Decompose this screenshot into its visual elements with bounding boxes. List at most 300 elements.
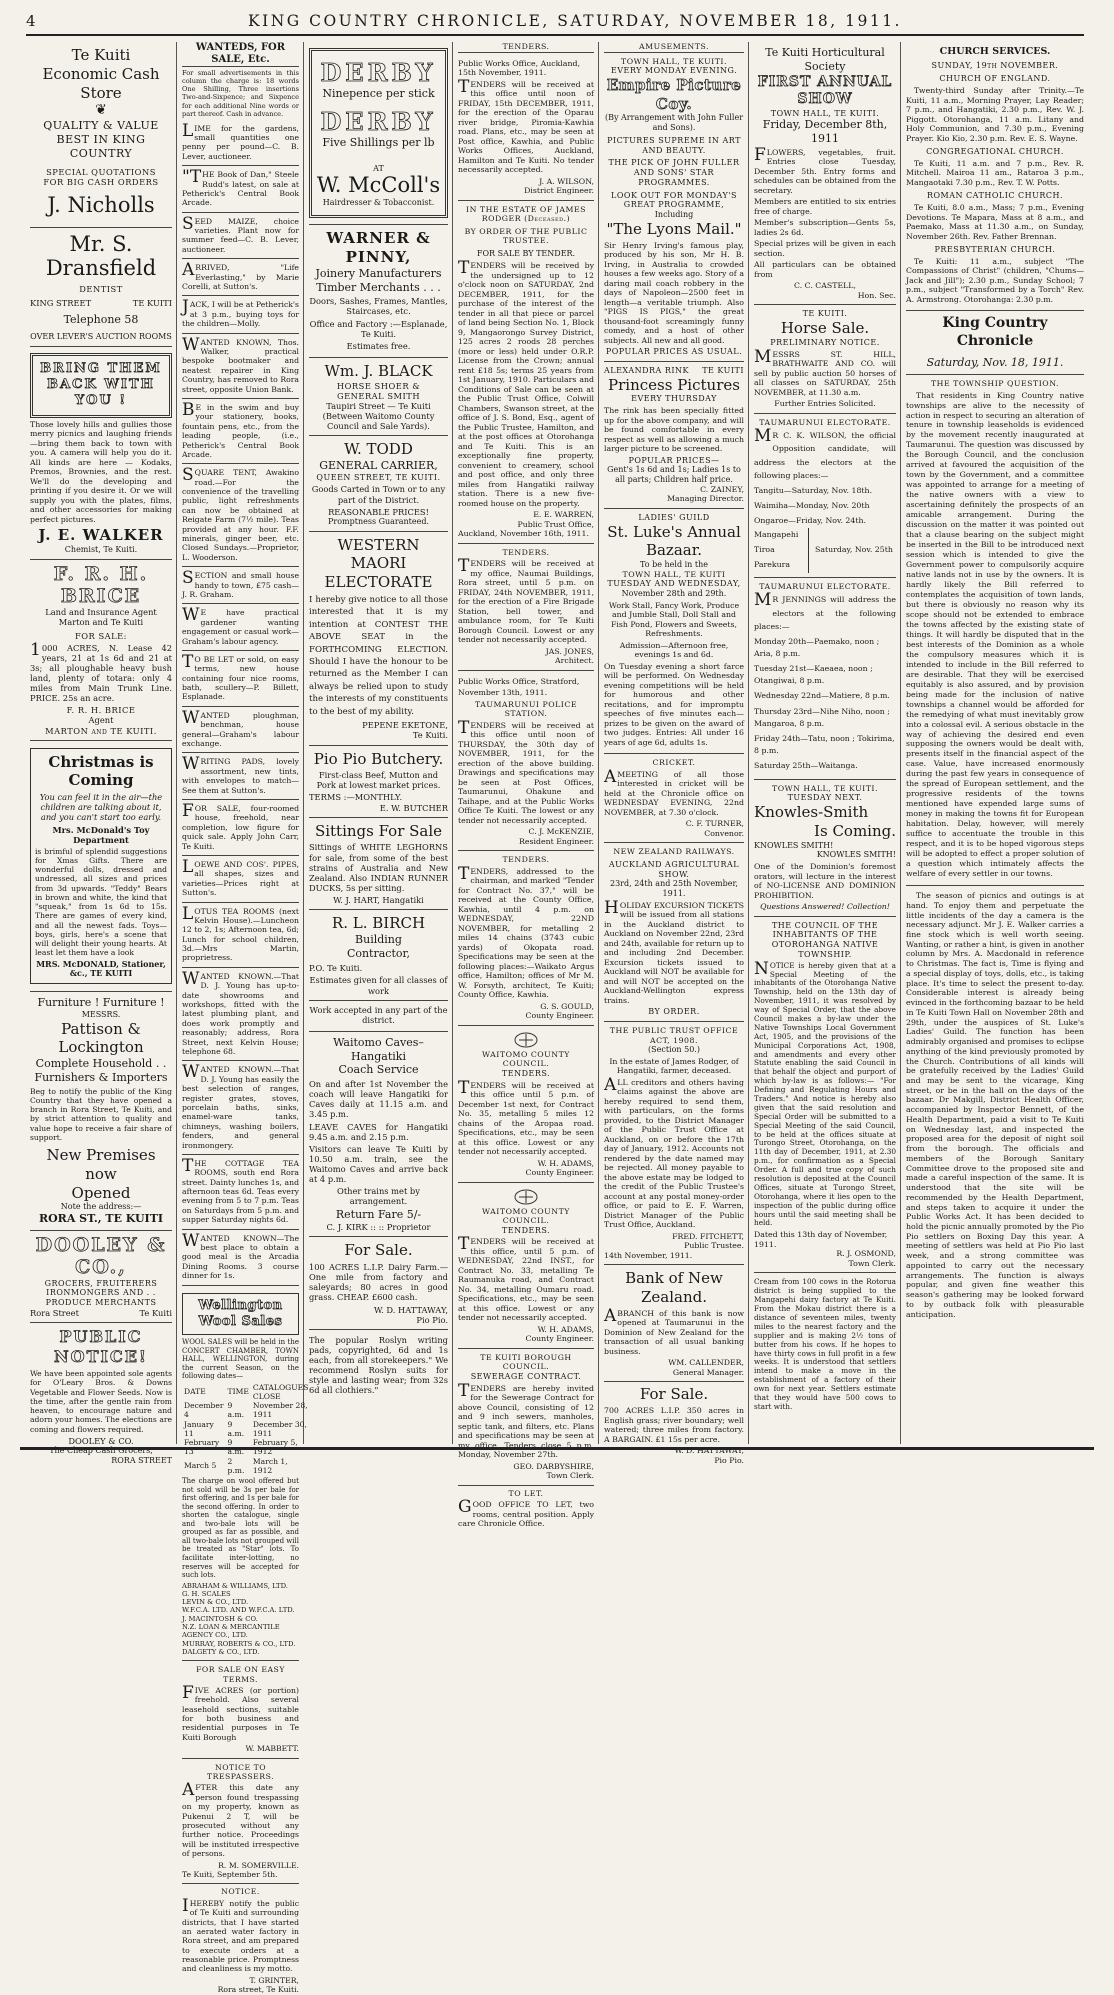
coach-body: Other trains met by arrangement. xyxy=(337,1186,420,1207)
column-rule xyxy=(598,42,599,1444)
princess-signature: Managing Director. xyxy=(667,494,744,504)
bazaar-days: TUESDAY AND WEDNESDAY, xyxy=(607,579,741,589)
mccoll-subtitle: Hairdresser & Tobacconist. xyxy=(322,197,435,207)
hort-show: FIRST ANNUAL SHOW xyxy=(757,73,893,107)
electorate-row: Saturday 25th—Waitanga. xyxy=(754,760,858,770)
estate-date: Auckland, November 16th, 1911. xyxy=(458,529,589,539)
tender-signature: County Engineer. xyxy=(525,1168,594,1177)
table-row xyxy=(182,1420,310,1439)
classified-ad: THE COTTAGE TEA ROOMS, south end Rora street. Dainty lunches 1s, and afternoon teas 6d. Teas every evening from 5 to 7 p.m. Teas on Saturdays from 5 p.m. and supper Saturday nights 6d. xyxy=(182,1155,299,1230)
black-street: Taupiri Street — Te Kuiti xyxy=(326,400,431,411)
sewerage-tender xyxy=(458,1349,594,1486)
dooley-town: Te Kuiti xyxy=(139,1307,172,1318)
princess-town: TE KUITI xyxy=(702,365,744,375)
estate-signature: Public Trust Office, xyxy=(517,519,594,529)
pattison-messrs: MESSRS. xyxy=(81,1009,121,1019)
knowles-repeat: KNOWLES SMITH! xyxy=(816,850,896,860)
column-4 xyxy=(454,42,598,1528)
electorate-row: Thursday 23rd—Nihe Niho, noon ; Mangaroa, 8 p.m. xyxy=(754,706,890,728)
notice-signature: T. GRINTER, xyxy=(249,1975,299,1985)
premises-heading: Opened xyxy=(71,1183,131,1202)
crest-icon xyxy=(513,1032,539,1048)
electorate-group-date: Saturday, Nov. 25th xyxy=(815,545,893,555)
dentist-town: TE KUITI xyxy=(132,298,172,309)
tender-police xyxy=(458,671,594,852)
table-row xyxy=(182,1401,310,1420)
table-header: CATALOGUES CLOSE xyxy=(252,1382,309,1401)
walker-ad xyxy=(30,347,172,560)
table-cell: 9 a.m. xyxy=(227,1401,245,1420)
church-services xyxy=(906,42,1084,311)
tender-signature: Town Clerk. xyxy=(546,1471,594,1480)
bazaar-ad xyxy=(604,509,744,755)
editorial-masthead xyxy=(906,311,1084,375)
column-rule xyxy=(176,42,177,1444)
princess-prices: Gent's 1s 6d and 1s; Ladies 1s to all parts; Children half price. xyxy=(607,465,741,484)
knowles-questions: Questions Answered! Collection! xyxy=(760,902,890,912)
horse-sale-body: MESSRS ST. HILL, BRATHWAITE AND CO. will sell by public auction 50 horses of all classes on SATURDAY, 25th NOVEMBER, at 11.30 a.m. xyxy=(754,346,896,397)
estate-subheading: FOR SALE BY TENDER. xyxy=(476,248,576,258)
brice-agent: Agent xyxy=(88,715,114,726)
table-row xyxy=(182,1457,310,1476)
premises-note: Note the address:— xyxy=(60,1202,142,1212)
easy-terms-heading: FOR SALE ON EASY TERMS. xyxy=(196,1665,285,1684)
table-cell: March 1, 1912 xyxy=(252,1456,288,1475)
cash-store-line: SPECIAL QUOTATIONS xyxy=(46,166,156,177)
knowles-repeat: KNOWLES SMITH! xyxy=(754,840,834,850)
editorial-paper-title: King Country Chronicle xyxy=(942,315,1048,349)
hort-signature: C. C. CASTELL, xyxy=(794,281,856,291)
mccoll-name: W. McColl's xyxy=(316,173,441,198)
tender-header: Public Works Office, Auckland, 15th November, 1911. xyxy=(458,58,580,77)
hort-body: Members are entitled to six entries free of charge. xyxy=(754,197,896,216)
for-sale-signature: W. D. HATTAWAY, xyxy=(374,1304,448,1315)
public-notice-body: We have been appointed sole agents for O'Leary Bros. & Downs Vegetable and Flower Seeds. Now is the time, after the gentle rain from heaven, to encourage nature and adorn your homes. The elections are coming and flowers required. xyxy=(30,1369,172,1434)
maori-electorate-ad xyxy=(309,532,448,746)
horse-sale-entries: Further Entries Solicited. xyxy=(774,399,876,408)
electorate-row: Monday 20th—Paemako, noon ; Aria, 8 p.m. xyxy=(754,637,880,659)
waitomo-council-2 xyxy=(458,1183,594,1349)
cricket-ad xyxy=(604,754,744,843)
electorate-row: Ongaroe—Friday, Nov. 24th. xyxy=(754,515,866,525)
classified-ad: SECTION and small house handy to town, £75 cash—J. R. Graham. xyxy=(182,567,299,604)
column-7 xyxy=(902,42,1088,1444)
bazaar-body: Admission—Afternoon free, evenings 1s and 6d. xyxy=(619,640,729,660)
nicholls-name: J. Nicholls xyxy=(47,192,155,217)
bazaar-name: St. Luke's Annual xyxy=(607,522,741,541)
classified-ad: WE have practical gardener wanting engagement or casual work—Graham's labour agency. xyxy=(182,604,299,651)
column-3 xyxy=(305,42,452,1444)
horse-sale-ad xyxy=(754,305,896,413)
tender-oparau xyxy=(458,53,594,201)
todd-name: W. TODD xyxy=(344,440,413,459)
dentist-ad xyxy=(30,228,172,347)
wool-sales-table xyxy=(182,1383,310,1476)
sittings-heading: Sittings For Sale xyxy=(314,821,443,840)
dentist-telephone: Telephone 58 xyxy=(63,313,139,327)
princess-signature: C. ZAINEY, xyxy=(700,484,744,494)
piopio-name: Pio Pio Butchery. xyxy=(313,749,444,768)
classified-ad: FOR SALE, four-roomed house, freehold, near completion, low figure for quick sale. Apply John Carr, Te Kuiti. xyxy=(182,800,299,856)
bazaar-body: On Tuesday evening a short farce will be performed. On Wednesday evening competitions will be held for humorous and other recitations, and for impromptu speeches of five minutes each—prizes to be given on the award of two judges. Entries: All under 16 years of age 6d, adults 1s. xyxy=(604,661,744,747)
table-header: TIME xyxy=(227,1387,249,1397)
warner-ad xyxy=(309,225,448,358)
wool-agent: ABRAHAM & WILLIAMS, LTD. xyxy=(182,1581,288,1590)
ornament-icon: ❦ xyxy=(95,102,107,119)
column-rule xyxy=(900,42,901,1444)
premises-address: RORA ST., TE KUITI xyxy=(38,1212,164,1226)
notice-address: Rora street, Te Kuiti. xyxy=(217,1985,299,1995)
wool-agent: DALGETY & CO., LTD. xyxy=(182,1647,260,1656)
editorial-heading: THE TOWNSHIP QUESTION. xyxy=(930,379,1059,389)
piopio-terms: TERMS :—MONTHLY. xyxy=(309,792,403,803)
empire-including: Including xyxy=(654,210,694,219)
amusements-heading: AMUSEMENTS. xyxy=(604,42,744,53)
empire-tagline: LOOK OUT FOR MONDAY'S GREAT PROGRAMME, xyxy=(611,190,737,210)
hort-body: FLOWERS, vegetables, fruit. Entries close Tuesday, December 5th. Entry forms and schedules can be obtained from the secretary. xyxy=(754,144,896,195)
hort-date: Friday, December 8th, 1911 xyxy=(762,118,888,145)
church-text: Twenty-third Sunday after Trinity.—Te Kuiti, 11 a.m., Morning Prayer, Lay Reader; 7 p.m., and Hangatiki, 2.30 p.m., Rev. W. J. Piggott. Otorohanga, 11 a.m. Litany and Holy Communion, and 7.30 p.m., Evening Prayer. Kio Kio, 2.30 p.m. Rev. E. S. Wayne. xyxy=(906,86,1084,143)
electorate-row: Waimiha—Monday, Nov. 20th xyxy=(754,500,870,510)
column-5 xyxy=(600,42,748,1465)
classified-ad: WANTED ploughman, benchman, house general—Graham's labour exchange. xyxy=(182,707,299,754)
classified-ad: JACK, I will be at Petherick's at 3 p.m., buying toys for the children—Molly. xyxy=(182,296,299,333)
birch-name: R. L. BIRCH xyxy=(331,914,426,933)
christmas-department: Mrs. McDonald's Toy Department xyxy=(52,824,150,845)
hort-body: All particulars can be obtained from xyxy=(754,260,896,279)
hort-venue: TOWN HALL, TE KUITI. xyxy=(770,108,880,118)
tender-body: TENDERS will be received at my office, Naumai Buildings, Rora street, until 5 p.m. on FRIDAY, 24th NOVEMBER, 1911, for the erection of a Fire Brigade Station, bell tower, and ambulance room, for Te Kuiti Borough Council. Lowest or any tender not necessarily accepted. xyxy=(458,556,594,645)
masthead xyxy=(26,8,1084,36)
trespass-date: Te Kuiti, September 5th. xyxy=(182,1869,278,1879)
tender-contract-37 xyxy=(458,851,594,1026)
knowles-coming: Is Coming. xyxy=(814,821,896,840)
empire-name: Empire Picture Coy. xyxy=(606,75,742,113)
tender-signature: Architect. xyxy=(555,656,594,666)
hort-signature: Hon. Sec. xyxy=(857,290,896,300)
derby-price: Ninepence per stick xyxy=(322,86,435,100)
page-number: 4 xyxy=(26,12,36,30)
empire-schedule: EVERY MONDAY EVENING. xyxy=(610,66,738,75)
walker-heading: BRING THEM BACK WITH YOU ! xyxy=(40,360,162,409)
electorate-row: Tiroa xyxy=(754,545,775,555)
sittings-ad xyxy=(309,818,448,910)
notice-ad xyxy=(182,1884,299,1994)
sewerage-heading: SEWERAGE CONTRACT. xyxy=(470,1371,582,1381)
notice-heading: NOTICE. xyxy=(221,1887,260,1897)
public-trust-body: ALL creditors and others having claims against the above are hereby required to send them, with particulars, on the forms provided, to the District Manager of the Public Trust Office at Auckland, on or before the 17th day of January, 1912. Accounts not rendered by the date named may be rejected. All money payable to the above estate may be lodged to the credit of the Public Trustee's account at any postal money-order office, or paid to E. F. Warren, District Manager of the Public Trust Office, Auckland. xyxy=(604,1074,744,1230)
public-notice-signature: The Cheap Cash Grocers, xyxy=(49,1445,153,1455)
column-rule xyxy=(452,42,453,1444)
wool-agent: N.Z. LOAN & MERCANTILE AGENCY CO., LTD. xyxy=(182,1623,280,1640)
electorate-heading: TAUMARUNUI ELECTORATE. xyxy=(759,581,891,591)
bazaar-name: Bazaar. xyxy=(645,541,703,560)
trespass-heading: NOTICE TO TRESPASSERS. xyxy=(206,1762,275,1782)
coach-signature: C. J. KIRK :: :: Proprietor xyxy=(326,1222,431,1233)
brice-name: F. R. H. BRICE xyxy=(53,562,149,607)
railways-event: AUCKLAND AGRICULTURAL SHOW. xyxy=(608,859,740,879)
classified-ad: BE in the swim and buy your stationery, books, fountain pens, etc., from the leading people, (i.e., Petherick's Central Book Arcade. xyxy=(182,399,299,464)
tender-body: TENDERS, addressed to the chairman, and marked "Tender for Contract No. 37," will be received at the County Office, Kawhia, until 4 p.m. on WEDNESDAY, 22ND NOVEMBER, for metalling 2 miles 14 chains (3743 cubic yards) of Okopata road. Specifications may be seen at the following places:—Waikato Argus office, Hamilton; offices of Mr M. W. Forsyth, architect, Te Kuiti; County Office, Kawhia. xyxy=(458,863,594,1000)
editorial-date: Saturday, Nov. 18, 1911. xyxy=(926,356,1064,370)
for-sale-heading: For Sale. xyxy=(344,1241,413,1260)
table-cell: February 13 xyxy=(184,1438,220,1457)
hort-society: Society xyxy=(804,59,846,73)
bank-body: ABRANCH of this bank is now opened at Taumarunui in the Dominion of New Zealand for the transaction of all usual banking business. xyxy=(604,1305,744,1356)
public-trust-heading: THE PUBLIC TRUST OFFICE ACT, 1908. xyxy=(609,1026,739,1045)
tender-signature: W. H. ADAMS, xyxy=(537,1324,594,1334)
bank-signature: General Manager. xyxy=(672,1367,744,1377)
to-let-body: GOOD OFFICE TO LET, two rooms, central position. Apply care Chronicle Office. xyxy=(458,1497,594,1528)
dooley-ad xyxy=(30,1231,172,1323)
police-heading: TAUMARUNUI POLICE STATION. xyxy=(474,699,578,719)
tender-body: TENDERS will be received at this office until 5 p.m. of December 1st next, for Contract No. 35, metalling 5 miles 12 chains of the Aropaa road. Specifications, etc., may be seen at this office. Lowest or any tender not necessarily accepted. xyxy=(458,1077,594,1156)
to-let-heading: TO LET. xyxy=(508,1488,544,1498)
electorate-body: MR C. K. WILSON, the official Opposition candidate, will address the electors at the following places:— xyxy=(754,426,896,480)
classified-ad: ARRIVED, "Life Everlasting," by Marie Corelli, at Sutton's. xyxy=(182,259,299,296)
classified-ad: WRITING PADS, lovely assortment, new tints, with envelopes to match—See them at Sutton's. xyxy=(182,753,299,800)
cricket-body: AMEETING of all those interested in cricket will be held at the Chronicle office on WEDNESDAY EVENING, 22nd NOVEMBER, at 7.30 o'clock. xyxy=(604,766,744,817)
trespass-body: AFTER this date any person found trespassing on my property, known as Pukenui 2 T, will be prosecuted without any further notice. Proceedings will be instituted irrespective of persons. xyxy=(182,1780,299,1859)
knowles-day: TUESDAY NEXT. xyxy=(787,793,863,803)
railways-body: HOLIDAY EXCURSION TICKETS will be issued from all stations in the Auckland district to Auckland on November 22nd, 23rd and 24th, available for return up to and including 2nd December. Excursion tickets issued to Auckland will NOT be available for and will NOT be accepted on the Auckland-Wellington express trains. xyxy=(604,897,744,1005)
derby-at: AT xyxy=(373,163,384,173)
pattison-name: Pattison & Lockington xyxy=(58,1019,144,1057)
column-2 xyxy=(178,42,309,1995)
public-trust-ad xyxy=(604,1022,744,1265)
for-sale-heading: For Sale. xyxy=(639,1385,709,1404)
easy-terms-body: FIVE ACRES (or portion) freehold. Also several leasehold sections, suitable for both business and residential purposes in Te Kuiti Borough xyxy=(182,1682,299,1742)
table-cell: 9 a.m. xyxy=(227,1419,245,1438)
tenders-heading: TENDERS. xyxy=(502,855,550,865)
coach-fare: Return Fare 5/- xyxy=(335,1208,422,1222)
church-name: PRESBYTERIAN CHURCH. xyxy=(934,245,1056,255)
bottom-rule xyxy=(20,1447,1094,1451)
easy-terms-signature: W. MABBETT. xyxy=(245,1744,299,1754)
horticultural-ad xyxy=(754,42,896,305)
coach-body: On and after 1st November the coach will leave Hangatiki for Caves daily at 11.15 a.m. and 3.45 p.m. xyxy=(309,1079,448,1120)
tender-signature: G. S. GOULD, xyxy=(540,1001,594,1011)
piopio-ad xyxy=(309,746,448,818)
for-sale-location: Pio Pio. xyxy=(714,1455,744,1465)
derby-price: Five Shillings per lb xyxy=(322,135,435,149)
derby-ad xyxy=(309,42,448,225)
birch-ad xyxy=(309,910,448,1032)
church-list xyxy=(906,74,1084,304)
brice-for-sale: FOR SALE: xyxy=(75,630,127,641)
cash-store-ad xyxy=(30,42,172,228)
princess-pictures-ad xyxy=(604,362,744,509)
church-name: CONGREGATIONAL CHURCH. xyxy=(926,147,1064,157)
empire-venue: TOWN HALL, TE KUITI. xyxy=(621,56,727,66)
black-name: Wm. J. BLACK xyxy=(324,361,433,380)
estate-body: TENDERS will be received by the undersigned up to 12 o'clock noon on SATURDAY, 2nd DECEMBER, 1911, for the purchase of the interest of the tender in all that piece or parcel of land being Section No. 1, Block 9, Mangaorongo Survey District, 125 acres 2 roods 28 perches (more or less) held under O.R.P. License from the Crown; annual rent £18 5s; terms 25 years from 1st January, 1910. Particulars and Conditions of Sale can be seen at the Public Trust Office, Colwill Chambers, Swanson street, at the office of J. S. Bond, Esq., agent of the Public Trustee, Hamilton, and at the post offices at Otorohanga and Te Kuiti. This is an exceptionally fine property, convenient to creamery, school and post office, and only three miles from Hangatiki railway station. There is a new five-roomed house on the property. xyxy=(458,258,594,508)
premises-heading: New Premises now xyxy=(46,1146,156,1183)
tender-signature: Resident Engineer. xyxy=(518,836,594,846)
pattison-line: Furnishers & Importers xyxy=(34,1070,168,1084)
piopio-body: First-class Beef, Mutton and Pork at lowest market prices. xyxy=(316,770,441,791)
pattison-ad xyxy=(30,992,172,1231)
dooley-name: DOOLEY & CO., xyxy=(35,1233,167,1278)
empire-prices: POPULAR PRICES AS USUAL. xyxy=(605,347,743,356)
bazaar-organiser: LADIES' GUILD xyxy=(638,512,710,522)
black-ad xyxy=(309,358,448,436)
black-line: HORSE SHOER & xyxy=(336,380,421,391)
birch-line: Contractor, xyxy=(346,946,411,960)
princess-schedule: EVERY THURSDAY xyxy=(631,394,717,404)
warner-line: Timber Merchants . . . xyxy=(316,280,441,294)
public-trust-section: (Section 50.) xyxy=(648,1045,700,1054)
dooley-line: GROCERS, FRUITERERS xyxy=(44,1278,158,1288)
birch-body: Work accepted in any part of the district. xyxy=(309,1004,448,1025)
railways-signature: BY ORDER. xyxy=(648,1007,700,1017)
birch-line: Building xyxy=(355,932,402,946)
cricket-signature: C. F. TURNER, xyxy=(685,819,744,829)
public-trust-date: 14th November, 1911. xyxy=(604,1250,693,1260)
dentist-title: DENTIST xyxy=(79,284,123,295)
church-name: CHURCH OF ENGLAND. xyxy=(939,74,1051,84)
tender-body: TENDERS will be received at this office until noon of FRIDAY, 15th DECEMBER, 1911, for the erection of the Oparau river bridge, Piromia-Kawhia road. Plans, etc., may be seen at Post office, Kawhia, and Public Works Offices, Auckland, Hamilton and Te Kuiti. No tender necessarily accepted. xyxy=(458,76,594,174)
knowles-body: One of the Dominion's foremost orators, will lecture in the interest of NO-LICENSE AND DOMINION PROHIBITION. xyxy=(754,862,896,900)
public-trust-signature: Public Trustee. xyxy=(684,1241,744,1251)
brice-ad xyxy=(30,560,172,741)
roslyn-notice: The popular Roslyn writing pads, copyrighted, 6d and 1s each, from all storekeepers." We recommend Roslyn suits for style and lasting wear; from 32s 6d all clothiers." xyxy=(309,1334,448,1396)
brice-title: Land and Insurance Agent xyxy=(45,607,157,618)
trespass-signature: R. M. SOMERVILLE. xyxy=(218,1860,299,1870)
wool-sales-body: The charge on wool offered but not sold will be 3s per bale for first offering, and 1s per bale for the second offering. In order to shorten the catalogue, single and two-bale lots will be grouped as far as possible, and all two-bale lots not grouped will be treated as "Star" lots. To facilitate inter-lotting, no reserves will be accepted for such lots. xyxy=(182,1477,299,1580)
editorial-body: That residents in King Country native townships are alive to the necessity of action in respect to securing an alteration of tenure in township leaseholds is evidenced by the movement recently inaugurated at Taumarunui. The question was discussed by the Borough Council, and the conclusion arrived at favoured the acquisition of the town by the Government, and a committee was appointed to arrange for a meeting of the native owners with a view to ascertaining definitely the prospects of an amicable arrangement. During the discussion on the matter it was pointed out that a clause bearing on the subject might be inserted in the Bill to be introduced next session which is intended to give the Government power to compulsorily acquire native lands not in use by the owners. It is hardly likely the Bill referred to contemplates the acquisition of town lands, but there is obviously no reason why its scope should not be extended to embrace the towns affected by the existing state of things. It will hardly be disputed that in the best interests of the Dominion as a whole the compulsory measures which it is intended to include in the Bill referred to are desirable. That they will be exercised equitably is also assured, and by provision being made for the inclusion of native townships a channel would be afforded for the remedying of what must inevitably grow into a colossal evil. A serious obstacle in the way of achieving the desired end even supposing the owners would be dealt with, presents itself in the financial aspect of the case. Value, have increased enormously during the past few years in consequence of the spread of European settlement, and the progressive residents of the towns mentioned have expended large sums of money in making the towns fit for European habitation. Delay, however, will merely suffice to accentuate the trouble in this respect, and it is to be hoped vigorous steps will be adopted to effect a proper solution of a question which intimately affects the welfare of every settler in our towns. xyxy=(906,390,1084,879)
classified-ad: LIME for the gardens, small quantities one penny per pound—C. B. Lever, auctioneer. xyxy=(182,120,299,167)
classified-ad: WANTED KNOWN.—That D. J. Young has up-to-date showrooms and workshops, fitted with the latest plumbing plant, and does work promptly and reasonably; address, Rora Street, next Kelvin House; telephone 68. xyxy=(182,968,299,1062)
brice-location-2: MARTON and TE KUITI. xyxy=(45,725,157,736)
public-notice-signature: RORA STREET xyxy=(111,1455,172,1465)
table-cell: March 5 xyxy=(184,1461,217,1471)
tender-body: TENDERS will be received at this office, until 5 p.m. of WEDNESDAY, 22nd INST., for Contract No. 33, metalling Te Raumanuka road, and Contract No. 34, metalling Oumaru road. Specifications, etc., may be seen at this office. Lowest or any tender not necessarily accepted. xyxy=(458,1234,594,1323)
bank-heading: Bank of New Zealand. xyxy=(625,1269,723,1306)
tender-signature: W. H. ADAMS, xyxy=(537,1158,594,1168)
piopio-signature: E. W. BUTCHER xyxy=(379,802,448,813)
hort-society: Te Kuiti Horticultural xyxy=(765,46,885,59)
dooley-street: Rora Street xyxy=(30,1307,79,1318)
classified-ad: WANTED KNOWN—The best place to obtain a good meal is the Arcadia Dining Rooms. 3 course dinner for 1s. xyxy=(182,1230,299,1286)
bazaar-venue: TOWN HALL, TE KUITI xyxy=(622,569,726,579)
wool-agent: J. MACINTOSH & CO. xyxy=(182,1614,258,1623)
tender-fire-brigade xyxy=(458,544,594,671)
brice-body: 1000 ACRES, N. Lease 42 years, 21 at 1s 6d and 21 at 3s; all ploughable heavy bush land, plenty of totara: only 4 miles from Main Trunk Line. PRICE. 25s an acre. xyxy=(30,639,172,704)
table-cell: December 4 xyxy=(184,1401,224,1420)
church-text: Te Kuiti, 8.0 a.m., Mass; 7 p.m., Evening Devotions. Te Mapara, Mass at 8 a.m., and Paemako, Mass at 11.30 a.m., on Sunday, November 26th. Rev. Father Brennan. xyxy=(906,203,1084,241)
to-let-ad xyxy=(458,1486,594,1529)
table-cell: November 28, 1911 xyxy=(252,1401,308,1420)
tenders-heading: TENDERS. xyxy=(501,1068,551,1078)
derby-heading: DERBY xyxy=(320,58,437,87)
princess-body: The rink has been specially fitted up for the above company, and will be found comfortable in every respect as well as allowing a much larger picture to be screened. xyxy=(604,406,744,453)
council-body: NOTICE is hereby given that at a Special Meeting of the inhabitants of the Otorohanga Native Township, held on the 13th day of November, 1911, it was resolved by way of Special Order, that the above Council makes a by-law under the Native Townships Local Government Act, 1905, and the provisions of the Municipal Corporations Act, 1908, and amendments and every other Statute enabling the said Council in that behalf the object and purport of which by-law is as follows:— "For Defining and Regulating Hours and Traders." And notice is hereby also given that the said resolution and Special Order will be submitted to a Special Meeting of the said Council, to be held at the offices situate at Turongo Street, Otorohanga, on the 11th day of December, 1911, at 2.30 p.m., for confirmation as a Special Order. A full and true copy of such resolution is deposited at the Council Offices, situate at Turongo Street, Otorohanga, where it lies open to the inspection of the public during office hours until the said meeting shall be held. xyxy=(754,958,896,1228)
editorial xyxy=(906,375,1084,886)
derby-heading: DERBY xyxy=(320,107,437,137)
dooley-line: PRODUCE MERCHANTS xyxy=(45,1298,157,1308)
electorate-wilson xyxy=(754,414,896,578)
coach-heading: Waitomo Caves–Hangatiki xyxy=(333,1035,424,1063)
walker-name: J. E. WALKER xyxy=(38,526,164,545)
knowles-smith-ad xyxy=(754,780,896,917)
sittings-body: Sittings of WHITE LEGHORNS for sale, from some of the best strains of Australia and New Zealand. Also INDIAN RUNNER DUCKS, 5s per sitting. xyxy=(309,842,448,893)
electorate-row: Mangapehi xyxy=(754,530,799,540)
empire-tagline: PICTURES SUPREME IN ART AND BEAUTY. xyxy=(607,135,741,155)
church-name: ROMAN CATHOLIC CHURCH. xyxy=(926,191,1064,201)
tender-signature: JAS. JONES, xyxy=(545,646,594,656)
tender-header: Public Works Office, Stratford, xyxy=(458,676,580,686)
cash-store-name: Economic Cash Store xyxy=(42,64,160,102)
cash-store-line: BEST IN KING COUNTRY xyxy=(56,133,146,160)
table-cell: January 11 xyxy=(184,1419,214,1438)
tender-signature: District Engineer. xyxy=(524,186,594,195)
walker-body: Those lovely hills and gullies those merry picnics and laughing friends—bring them back to town with you. A camera will help you do it. All kinds are here — Kodaks, Premos, Brownies, and the rest. We'll do the developing and printing if you desire it. Or we will supply you with the plates, films, and other accessories for making perfect pictures. xyxy=(30,419,172,524)
horse-sale-preliminary: PRELIMINARY NOTICE. xyxy=(770,337,880,347)
public-trust-signature: FRED. FITCHETT, xyxy=(672,1231,744,1241)
estate-by-order: BY ORDER OF THE PUBLIC TRUSTEE. xyxy=(464,226,588,245)
birch-body: Estimates given for all classes of work xyxy=(309,975,448,996)
electorate-row: Parekura xyxy=(754,560,791,570)
todd-guarantee: Promptness Guaranteed. xyxy=(328,516,429,526)
brice-signature: F. R. H. BRICE xyxy=(66,705,136,716)
princess-name: Princess Pictures xyxy=(608,375,740,394)
empire-tagline: THE PICK OF JOHN FULLER AND SONS' STAR PROGRAMMES. xyxy=(608,158,740,187)
column-6 xyxy=(750,42,900,1444)
cream-news: Cream from 100 cows in the Rotorua district is being supplied to the Mangapehi dairy factory at Te Kuiti. From the Mokau district there is a distance of seventeen miles, twenty miles to the nearest factory and the supplier and is making 2½ tons of butter from his cows. If he hopes to have thirty cows in full profit in a few weeks. It is understood that settlers intend to make a move in the establishment of a factory of their own for next year. Settlers estimate that they would have 500 cows to start with. xyxy=(754,1277,896,1411)
hort-body: Special prizes will be given in each section. xyxy=(754,239,896,258)
railways-heading: NEW ZEALAND RAILWAYS. xyxy=(613,847,735,857)
pattison-line: Complete Household . . xyxy=(35,1057,167,1071)
brice-location: Marton and Te Kuiti xyxy=(58,617,144,628)
column-rule xyxy=(748,42,749,1444)
classified-ad: SEED MAIZE, choice varieties. Plant now for summer feed—C. B. Lever, auctioneer. xyxy=(182,213,299,260)
public-notice-signature: DOOLEY & CO. xyxy=(68,1435,134,1446)
maori-signature: PEPENE EKETONE, xyxy=(362,720,448,731)
for-sale-body: 700 ACRES L.I.P. 350 acres in English grass; river boundary; well watered; three miles from factory. A BARGAIN. £1 15s per acre. xyxy=(604,1406,744,1444)
empire-arrangement: (By Arrangement with John Fuller and Sons). xyxy=(604,113,744,132)
wool-agent: W.F.C.A. LTD. AND W.F.C.A. LTD. xyxy=(182,1606,295,1615)
table-cell: 2 p.m. xyxy=(227,1456,245,1475)
black-line: GENERAL SMITH xyxy=(336,390,421,401)
sittings-signature: W. J. HART, Hangatiki xyxy=(333,894,424,905)
classified-ad: "THE Book of Dan," Steele Rudd's latest, on sale at Petherick's Central Book Arcade. xyxy=(182,166,299,213)
church-text: Te Kuiti: 11 a.m., subject "The Compassions of Christ" (children, "Chums—Jack and Jill"); 2.30 p.m., Sunday School; 7 p.m., subject "Transformed by a Torch" Rev. A. Armstrong. Otorohanga: 2.30 p.m. xyxy=(906,256,1084,304)
empire-body: Sir Henry Irving's famous play, produced by his son, Mr H. B. Irving, in Australia to crowded houses a few weeks ago. Story of a daring mail coach robbery in the days of Napoleon—2500 feet in length—a veritable triumph. Also "PIGS IS PIGS," the great thousand-foot screamingly funny comedy, and a host of other subjects. All new and all good. xyxy=(604,240,744,345)
table-header: DATE xyxy=(184,1387,206,1397)
wool-agent: MURRAY, ROBERTS & CO., LTD. xyxy=(182,1639,296,1648)
electorate-jennings xyxy=(754,578,896,780)
tender-body: TENDERS are hereby invited for the Sewerage Contract for above Council, consisting of 12 and 9 inch sewers, manholes, septic tank, and filters, etc. Plans and specifications may be seen at my office. Tenders close 5 p.m. Monday, November 27th. xyxy=(458,1380,594,1459)
todd-prices: REASONABLE PRICES! xyxy=(328,506,429,517)
wanteds-heading: WANTEDS, FOR SALE, Etc. xyxy=(182,42,299,67)
todd-body: Goods Carted in Town or to any part of the District. xyxy=(311,484,446,505)
cricket-heading: CRICKET. xyxy=(652,758,696,768)
warner-line: Joinery Manufacturers xyxy=(315,266,442,280)
classified-ad: SQUARE TENT, Awakino road.—For the convenience of the travelling public, light refreshments can now be obtained at Reigate Farm (7½ mile). Teas provided at any hour. F.F. minerals, ginger beer, etc. Closed Sundays.—Proprietor, L. Wooderson. xyxy=(182,464,299,567)
coach-body: Visitors can leave Te Kuiti by 10.50 a.m. train, see the Waitomo Caves and arrive back at 4 p.m. xyxy=(309,1143,448,1185)
wanteds-list xyxy=(182,120,299,1286)
wool-sales-ad xyxy=(182,1286,309,1662)
table-cell: December 30, 1911 xyxy=(252,1419,307,1438)
for-sale-location: Pio Pio. xyxy=(416,1314,448,1325)
council-date: Dated this 13th day of November, 1911. xyxy=(754,1230,888,1249)
tenders-heading: TENDERS. xyxy=(501,1225,551,1235)
estate-heading: IN THE ESTATE OF JAMES RODGER (Deceased.) xyxy=(466,204,586,223)
maori-heading: WESTERN MAORI xyxy=(337,535,420,573)
council-heading: WAITOMO COUNTY COUNCIL. xyxy=(482,1049,570,1069)
church-date: SUNDAY, 19th NOVEMBER. xyxy=(931,60,1059,70)
